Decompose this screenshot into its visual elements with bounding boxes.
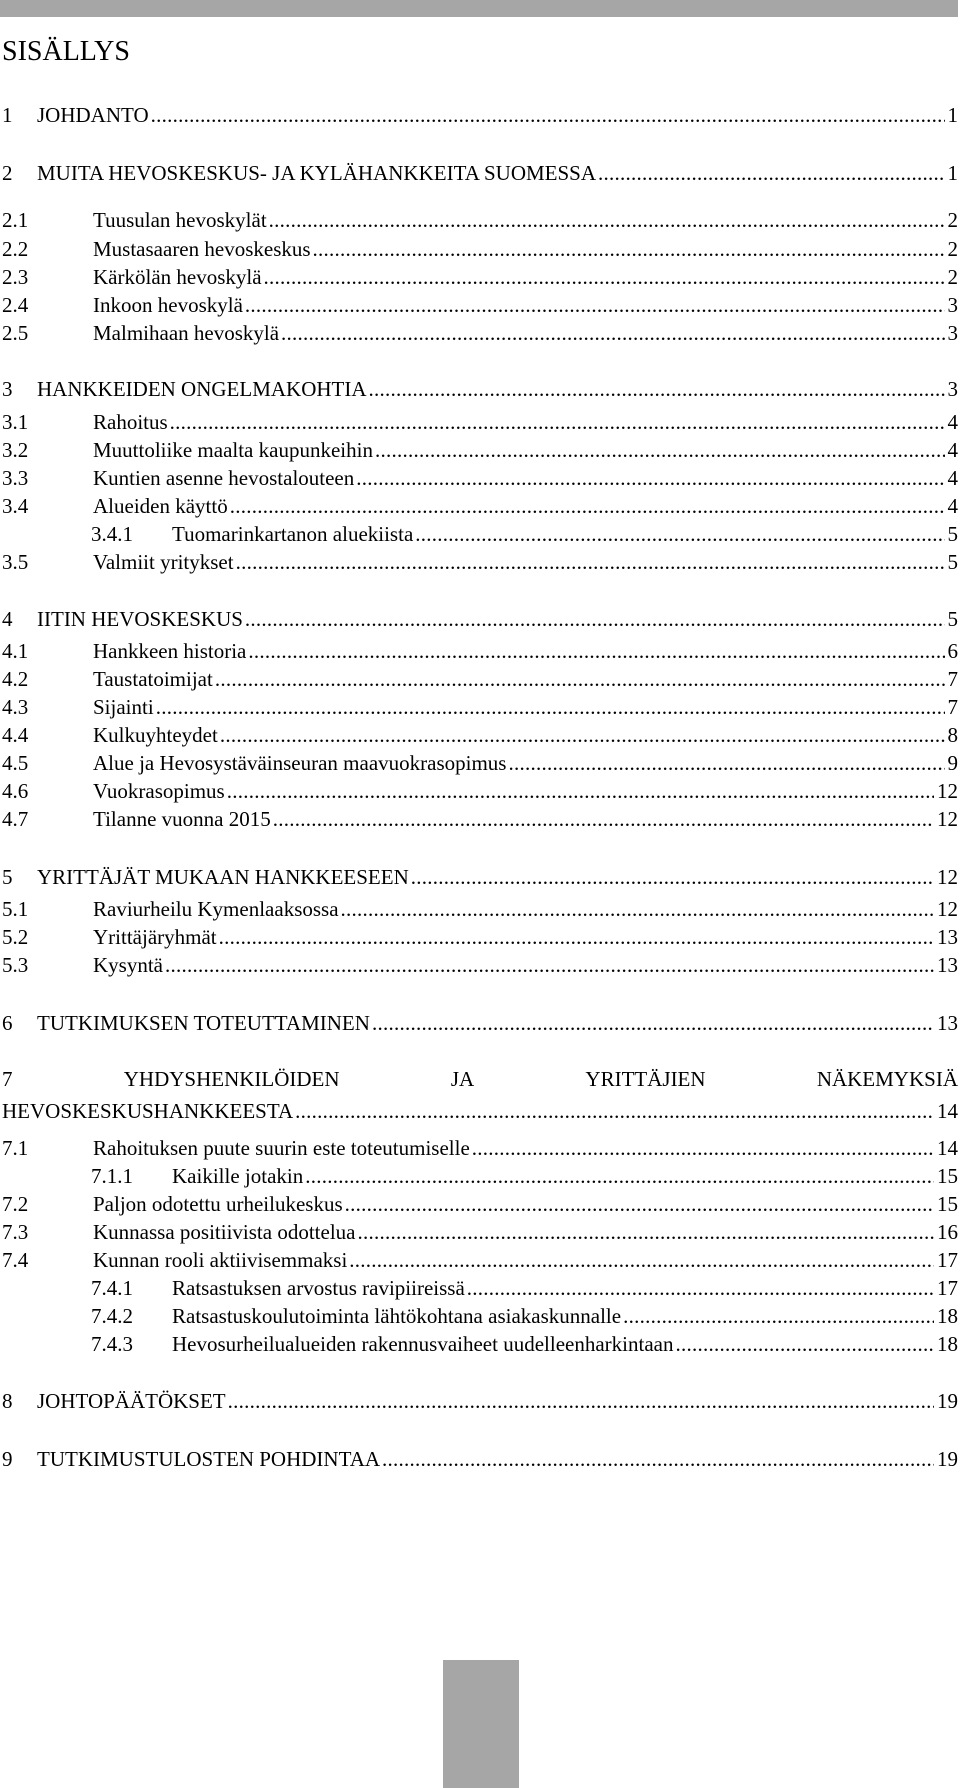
toc-entry-title: Vuokrasopimus (93, 779, 225, 803)
toc-entry-title: Rahoitus (93, 410, 168, 434)
toc-entry-title: Kaikille jotakin (172, 1164, 304, 1188)
toc-entry-title: Mustasaaren hevoskeskus (93, 237, 311, 261)
toc-entry-title: Tuusulan hevoskylät (93, 208, 267, 232)
toc-entry-number: 7.1.1 (91, 1164, 133, 1188)
toc-entry[interactable] (2, 320, 958, 346)
toc-entry-page-number: 6 (947, 639, 958, 663)
dot-leader (248, 638, 944, 664)
toc-entry[interactable] (2, 666, 958, 692)
toc-entry[interactable] (2, 952, 958, 978)
toc-entry-title: Yrittäjäryhmät (93, 925, 217, 949)
dot-leader (508, 750, 944, 776)
toc-entry-title: HEVOSKESKUSHANKKEESTA (2, 1099, 294, 1123)
toc-entry-number: 4.7 (2, 807, 29, 831)
dot-leader (357, 1219, 934, 1245)
toc-entry-title: Kuntien asenne hevostalouteen (93, 466, 355, 490)
toc-entry-page-number: 19 (937, 1447, 958, 1471)
toc-entry-title: Valmiit yritykset (93, 550, 234, 574)
toc-entry-page-number: 4 (947, 410, 958, 434)
toc-entry-number: 7 (2, 1067, 13, 1091)
dot-leader (170, 409, 945, 435)
toc-entry[interactable] (2, 694, 958, 720)
toc-entry-page-number: 3 (947, 377, 958, 401)
toc-entry-page-number: 16 (937, 1220, 958, 1244)
toc-entry-title: MUITA HEVOSKESKUS- JA KYLÄHANKKEITA SUOMESSA (37, 161, 597, 185)
dot-leader (411, 864, 934, 890)
toc-entry-number: 5.3 (2, 953, 29, 977)
toc-entry-page-number: 7 (947, 667, 958, 691)
toc-entry[interactable] (2, 1247, 958, 1273)
dot-leader (215, 666, 945, 692)
toc-entry[interactable] (2, 549, 958, 575)
toc-entry[interactable] (91, 1331, 958, 1357)
toc-entry-title: Alue ja Hevosystäväinseuran maavuokrasopimus (93, 751, 507, 775)
toc-entry-number: 7.2 (2, 1192, 29, 1216)
toc-entry[interactable] (2, 376, 958, 402)
dot-leader (382, 1446, 934, 1472)
dot-leader (356, 465, 944, 491)
toc-entry-number: 7.3 (2, 1220, 29, 1244)
toc-entry-number: 7.1 (2, 1136, 29, 1160)
dot-leader (467, 1275, 934, 1301)
toc-entry-number: 2.4 (2, 293, 29, 317)
toc-entry-page-number: 2 (947, 265, 958, 289)
dot-leader (269, 207, 945, 233)
toc-entry-title: Kysyntä (93, 953, 163, 977)
toc-entry-number: 3.3 (2, 466, 29, 490)
toc-entry-title: Alueiden käyttö (93, 494, 228, 518)
toc-entry-page-number: 2 (947, 208, 958, 232)
toc-entry-page-number: 1 (947, 161, 958, 185)
toc-entry[interactable] (2, 606, 958, 632)
dot-leader (264, 264, 945, 290)
toc-entry-number: 4.4 (2, 723, 29, 747)
dot-leader (313, 236, 945, 262)
dot-leader (227, 778, 934, 804)
toc-entry[interactable] (2, 102, 958, 128)
toc-entry-page-number: 13 (937, 953, 958, 977)
toc-entry[interactable] (2, 806, 958, 832)
dot-leader (369, 376, 945, 402)
toc-entry-number: 5.1 (2, 897, 29, 921)
toc-entry[interactable] (2, 292, 958, 318)
dot-leader (472, 1135, 934, 1161)
toc-entry-number: 4 (2, 607, 13, 631)
dot-leader (281, 320, 944, 346)
page-title: SISÄLLYS (2, 36, 130, 67)
toc-entry-number: 2 (2, 161, 13, 185)
toc-entry[interactable] (2, 1191, 958, 1217)
toc-entry-number: 4.6 (2, 779, 29, 803)
toc-entry-title: Raviurheilu Kymenlaaksossa (93, 897, 339, 921)
dot-leader (305, 1163, 934, 1189)
toc-entry[interactable] (2, 896, 958, 922)
toc-entry[interactable] (2, 924, 958, 950)
toc-entry-page-number: 12 (937, 807, 958, 831)
toc-entry-number: 2.1 (2, 208, 29, 232)
toc-entry[interactable] (2, 236, 958, 262)
toc-entry-page-number: 3 (947, 321, 958, 345)
toc-entry-number: 3.2 (2, 438, 29, 462)
toc-entry[interactable] (2, 1388, 958, 1414)
dot-leader (675, 1331, 934, 1357)
toc-entry-page-number: 4 (947, 438, 958, 462)
toc-entry-number: 3.1 (2, 410, 29, 434)
dot-leader (219, 924, 934, 950)
toc-entry-page-number: 17 (937, 1248, 958, 1272)
toc-entry-title: Inkoon hevoskylä (93, 293, 243, 317)
dot-leader (341, 896, 934, 922)
dot-leader (245, 606, 945, 632)
toc-entry-title: Hankkeen historia (93, 639, 247, 663)
toc-entry-number: 1 (2, 103, 13, 127)
toc-entry-title-word: NÄKEMYKSIÄ (816, 1067, 958, 1091)
toc-entry-title-word: YRITTÄJIEN (585, 1067, 706, 1091)
toc-entry-number: 4.3 (2, 695, 29, 719)
toc-entry-page-number: 4 (947, 494, 958, 518)
toc-entry-page-number: 5 (947, 522, 958, 546)
toc-entry[interactable] (2, 638, 958, 664)
toc-entry-title-word: YHDYSHENKILÖIDEN (123, 1067, 340, 1091)
toc-entry-page-number: 12 (937, 865, 958, 889)
dot-leader (151, 102, 945, 128)
toc-entry-title: Paljon odotettu urheilukeskus (93, 1192, 343, 1216)
dot-leader (156, 694, 945, 720)
toc-entry[interactable] (2, 1446, 958, 1472)
toc-entry-page-number: 2 (947, 237, 958, 261)
toc-entry-title: Sijainti (93, 695, 154, 719)
toc-entry-page-number: 19 (937, 1389, 958, 1413)
toc-entry-number: 4.1 (2, 639, 29, 663)
toc-entry-page-number: 13 (937, 1011, 958, 1035)
toc-entry-page-number: 12 (937, 779, 958, 803)
toc-entry-number: 8 (2, 1389, 13, 1413)
toc-entry-title: JOHDANTO (37, 103, 149, 127)
dot-leader (598, 160, 944, 186)
toc-entry-title: Ratsastuksen arvostus ravipiireissä (172, 1276, 465, 1300)
toc-entry[interactable] (2, 437, 958, 463)
toc-entry-number: 7.4.3 (91, 1332, 133, 1356)
toc-entry-number: 3.5 (2, 550, 29, 574)
toc-entry-page-number: 13 (937, 925, 958, 949)
toc-entry-title: Muuttoliike maalta kaupunkeihin (93, 438, 373, 462)
toc-entry[interactable] (91, 1275, 958, 1301)
toc-entry[interactable] (2, 722, 958, 748)
toc-entry-title: Taustatoimijat (93, 667, 213, 691)
dot-leader (230, 493, 945, 519)
toc-entry-title: Malmihaan hevoskylä (93, 321, 280, 345)
toc-entry-title: Tilanne vuonna 2015 (93, 807, 271, 831)
toc-entry[interactable] (2, 778, 958, 804)
toc-entry-title: JOHTOPÄÄTÖKSET (37, 1389, 226, 1413)
toc-entry-number: 4.2 (2, 667, 29, 691)
toc-entry-number: 2.3 (2, 265, 29, 289)
toc-entry-title: TUTKIMUKSEN TOTEUTTAMINEN (37, 1011, 370, 1035)
toc-entry-number: 3 (2, 377, 13, 401)
toc-entry[interactable] (2, 1219, 958, 1245)
page-number-box (443, 1660, 519, 1788)
toc-entry[interactable] (2, 160, 958, 186)
toc-entry-page-number: 8 (947, 723, 958, 747)
dot-leader (372, 1010, 934, 1036)
toc-entry-page-number: 4 (947, 466, 958, 490)
toc-entry-title: Tuomarinkartanon aluekiista (172, 522, 414, 546)
toc-entry-title: TUTKIMUSTULOSTEN POHDINTAA (37, 1447, 381, 1471)
toc-entry-number: 6 (2, 1011, 13, 1035)
toc-entry-page-number: 9 (947, 751, 958, 775)
toc-entry[interactable] (2, 493, 958, 519)
dot-leader (228, 1388, 934, 1414)
toc-entry-number: 3.4.1 (91, 522, 133, 546)
dot-leader (345, 1191, 934, 1217)
dot-leader (245, 292, 945, 318)
toc-entry-page-number: 12 (937, 897, 958, 921)
dot-leader (273, 806, 934, 832)
dot-leader (375, 437, 945, 463)
toc-entry[interactable] (2, 1135, 958, 1161)
toc-entry-page-number: 14 (937, 1136, 958, 1160)
toc-entry[interactable] (2, 864, 958, 890)
toc-entry-page-number: 5 (947, 607, 958, 631)
toc-entry[interactable] (2, 465, 958, 491)
toc-entry-justified-line (2, 1066, 958, 1092)
toc-entry-page-number: 3 (947, 293, 958, 317)
toc-entry-page-number: 5 (947, 550, 958, 574)
dot-leader (220, 722, 945, 748)
toc-entry-number: 3.4 (2, 494, 29, 518)
toc-entry-page-number: 18 (937, 1332, 958, 1356)
toc-entry-page-number: 14 (937, 1099, 958, 1123)
dot-leader (415, 521, 944, 547)
toc-entry[interactable] (2, 1010, 958, 1036)
toc-entry-title: Kulkuyhteydet (93, 723, 218, 747)
dot-leader (236, 549, 945, 575)
toc-entry-page-number: 7 (947, 695, 958, 719)
toc-entry-title: Rahoituksen puute suurin este toteutumiselle (93, 1136, 470, 1160)
dot-leader (623, 1303, 934, 1329)
toc-entry-number: 4.5 (2, 751, 29, 775)
toc-entry-number: 7.4.2 (91, 1304, 133, 1328)
toc-entry-title: Kunnassa positiivista odottelua (93, 1220, 356, 1244)
toc-entry-page-number: 18 (937, 1304, 958, 1328)
dot-leader (165, 952, 934, 978)
toc-entry[interactable] (2, 1098, 958, 1124)
toc-entry-page-number: 15 (937, 1192, 958, 1216)
toc-entry-page-number: 1 (947, 103, 958, 127)
toc-entry-title: Kunnan rooli aktiivisemmaksi (93, 1248, 348, 1272)
toc-entry-number: 9 (2, 1447, 13, 1471)
toc-entry[interactable] (2, 207, 958, 233)
toc-entry-number: 2.2 (2, 237, 29, 261)
toc-entry-number: 2.5 (2, 321, 29, 345)
toc-entry-number: 7.4 (2, 1248, 29, 1272)
toc-entry-page-number: 17 (937, 1276, 958, 1300)
toc-entry-title: HANKKEIDEN ONGELMAKOHTIA (37, 377, 367, 401)
toc-entry-number: 5.2 (2, 925, 29, 949)
toc-entry-title: Ratsastuskoulutoiminta lähtökohtana asiakaskunnalle (172, 1304, 622, 1328)
toc-entry-title: Hevosurheilualueiden rakennusvaiheet uudelleenharkintaan (172, 1332, 674, 1356)
toc-entry-number: 5 (2, 865, 13, 889)
toc-entry[interactable] (91, 1303, 958, 1329)
toc-entry[interactable] (91, 521, 958, 547)
toc-entry-title-word: JA (450, 1067, 475, 1091)
toc-entry[interactable] (2, 409, 958, 435)
toc-entry[interactable] (2, 264, 958, 290)
toc-entry[interactable] (2, 750, 958, 776)
toc-entry-title: Kärkölän hevoskylä (93, 265, 262, 289)
dot-leader (295, 1098, 934, 1124)
dot-leader (349, 1247, 934, 1273)
toc-entry-title: IITIN HEVOSKESKUS (37, 607, 243, 631)
toc-entry-page-number: 15 (937, 1164, 958, 1188)
toc-entry-title: YRITTÄJÄT MUKAAN HANKKEESEEN (37, 865, 409, 889)
toc-entry-number: 7.4.1 (91, 1276, 133, 1300)
toc-entry[interactable] (91, 1163, 958, 1189)
